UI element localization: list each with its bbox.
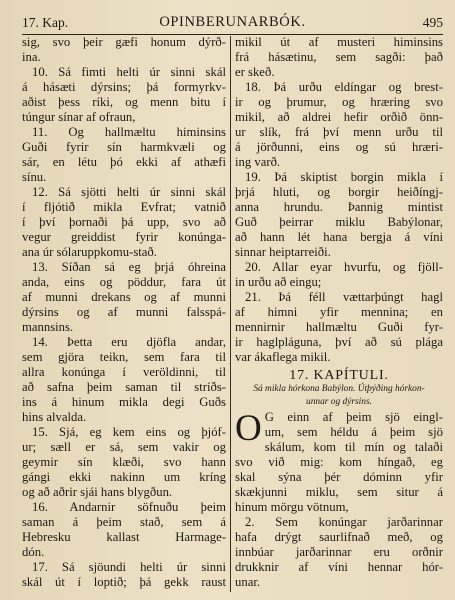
text-line: ana úr sólaruppkomu-stað. xyxy=(22,245,157,259)
text-line: 2. Sem konúngar jarðarinnar xyxy=(245,515,443,529)
text-line: anda, eins og pöddur, fara út xyxy=(22,275,226,289)
text-line: er skeð. xyxy=(235,65,275,79)
text-line: 15. Sjá, eg kem eins og þjóf- xyxy=(32,425,226,439)
text-line: ing varð. xyxy=(235,155,281,169)
text-line: sínu. xyxy=(22,170,47,184)
text-line: í því þornaði þá upp, svo að xyxy=(22,215,226,229)
text-line: hafa drýgt saurlifnað með, og xyxy=(235,530,443,544)
text-line: í fljótið mikla Evfrat; vatnið xyxy=(22,200,226,214)
text-line: mikil, að aldrei hefir orðið önn- xyxy=(235,110,443,124)
opening-verse xyxy=(235,410,443,515)
text-line: 12. Sá sjötti helti úr sinni skál xyxy=(32,185,226,199)
column-divider xyxy=(230,36,231,592)
text-line: og að aðrir sjái hans blygðun. xyxy=(22,485,173,499)
text-line: Guð þeirrar miklu Babýlonar, xyxy=(235,215,443,229)
text-line: 11. Og hallmæltu himinsins xyxy=(32,125,226,139)
text-line: hinum mörgu vötnum, xyxy=(235,500,349,514)
text-line: G einn af þeim sjö eingl- xyxy=(264,410,443,424)
text-line: af himni yfir mennina; en xyxy=(235,305,443,319)
text-line: 17. Sá sjöundi helti úr sinni xyxy=(32,560,226,574)
chapter-label: 17. Kap. xyxy=(22,15,69,30)
page-number: 495 xyxy=(422,15,443,30)
text-line: Hebresku kallast Harmage- xyxy=(22,530,226,544)
text-line: skálum, kom til mín og talaði xyxy=(264,440,443,454)
text-line: sig, svo þeir gæfi honum dýrð- xyxy=(22,35,226,49)
right-column-verses-end xyxy=(235,515,443,590)
text-line: drukknir af víni hennar hór- xyxy=(235,560,443,574)
text-line: frá hásætinu, sem sagði: það xyxy=(235,50,443,64)
text-line: aðist þess ríki, og menn bitu í xyxy=(22,95,226,109)
drop-cap: O xyxy=(235,408,262,449)
text-line: af munni drekans og af munni xyxy=(22,290,226,304)
text-line: 16. Andarnir söfnuðu þeim xyxy=(32,500,226,514)
running-header xyxy=(22,13,443,35)
text-line: dýrsins og af munni falsspá- xyxy=(22,305,226,319)
text-line: 19. Þá skiptist borgin mikla í xyxy=(245,170,443,184)
text-line: skal sýna þér dóminn yfir xyxy=(235,470,443,484)
text-line: skál út í loptið; þá gekk raust xyxy=(22,575,226,589)
text-line: þrjá hluti, og borgir heiðíngj- xyxy=(235,185,443,199)
text-line: innbúar jarðarinnar eru orðnir xyxy=(235,545,443,559)
text-line: ur; sæll er sá, sem vakir og xyxy=(22,440,226,454)
text-line: á hásæti dýrsins; þá formyrkv- xyxy=(22,80,226,94)
text-line: unar. xyxy=(235,575,261,589)
text-line: mennirnir hallmæltu Guði fyr- xyxy=(235,320,443,334)
text-line: hins alvalda. xyxy=(22,410,87,424)
text-line: geymir sín klæði, svo hann xyxy=(22,455,226,469)
text-line: allra konúnga í veröldinni, til xyxy=(22,365,226,379)
text-line: Guði fyrir sín harmkvæli og xyxy=(22,140,226,154)
text-line: ins á hinum mikla degi Guðs xyxy=(22,395,226,409)
text-line: saman á þeim stað, sem á xyxy=(22,515,226,529)
right-column-verses xyxy=(235,35,443,365)
text-line: 13. Síðan sá eg þrjá óhreina xyxy=(32,260,226,274)
summary-line: unnar og dýrsins. xyxy=(306,397,372,407)
text-line: svo við mig: kom híngað, eg xyxy=(235,455,443,469)
text-line: að hann lét hana bergja á víni xyxy=(235,230,443,244)
text-line: ir og þrumur, og hræring svo xyxy=(235,95,443,109)
text-line: skækjunni miklu, sem situr á xyxy=(235,485,443,499)
text-line: sár, en létu þó ekki af athæfi xyxy=(22,155,226,169)
text-line: 18. Þá urðu eldíngar og brest- xyxy=(245,80,443,94)
text-line: 14. Þetta eru djöfla andar, xyxy=(32,335,226,349)
text-line: um, sem héldu á þeim sjö xyxy=(264,425,443,439)
text-line: ir haglpláguna, því að sú plága xyxy=(235,335,443,349)
text-line: 21. Þá féll vættarþúngt hagl xyxy=(245,290,443,304)
text-line: vegur greiddist fyrir konúnga- xyxy=(22,230,226,244)
text-line: mannsins. xyxy=(22,320,74,334)
text-line: sem gjöra teikn, sem fara til xyxy=(22,350,226,364)
text-line: 10. Sá fimti helti úr sinni skál xyxy=(32,65,226,79)
chapter-heading: 17. KAPÍTULI. xyxy=(289,368,389,383)
text-line: 20. Allar eyar hvurfu, og fjöll- xyxy=(245,260,443,274)
chapter-summary xyxy=(235,384,443,408)
left-column xyxy=(22,35,226,592)
text-line: ur slík, frá því menn urðu til xyxy=(235,125,443,139)
summary-line: Sá mikla hórkona Babýlon. Útþýðing hórkon- xyxy=(253,384,425,394)
text-line: var ákaflega mikil. xyxy=(235,350,331,364)
text-line: gángi ekki nakinn um kríng xyxy=(22,470,226,484)
text-line: mikil út af musteri himinsins xyxy=(235,35,443,49)
text-line: dón. xyxy=(22,545,45,559)
text-line: in urðu að eingu; xyxy=(235,275,322,289)
text-line: ina. xyxy=(22,50,41,64)
text-line: anna hrundu. Þannig mintist xyxy=(235,200,443,214)
text-line: sinnar heiptarreiði. xyxy=(235,245,331,259)
chapter-opening xyxy=(235,410,443,515)
text-line: að safna þeim saman til stríðs- xyxy=(22,380,226,394)
text-line: túngur sínar af ofraun, xyxy=(22,110,136,124)
right-column xyxy=(235,35,443,592)
text-line: á jörðunni, eins og sú hræri- xyxy=(235,140,443,154)
book-title: OPINBERUNARBÓK. xyxy=(159,14,306,30)
